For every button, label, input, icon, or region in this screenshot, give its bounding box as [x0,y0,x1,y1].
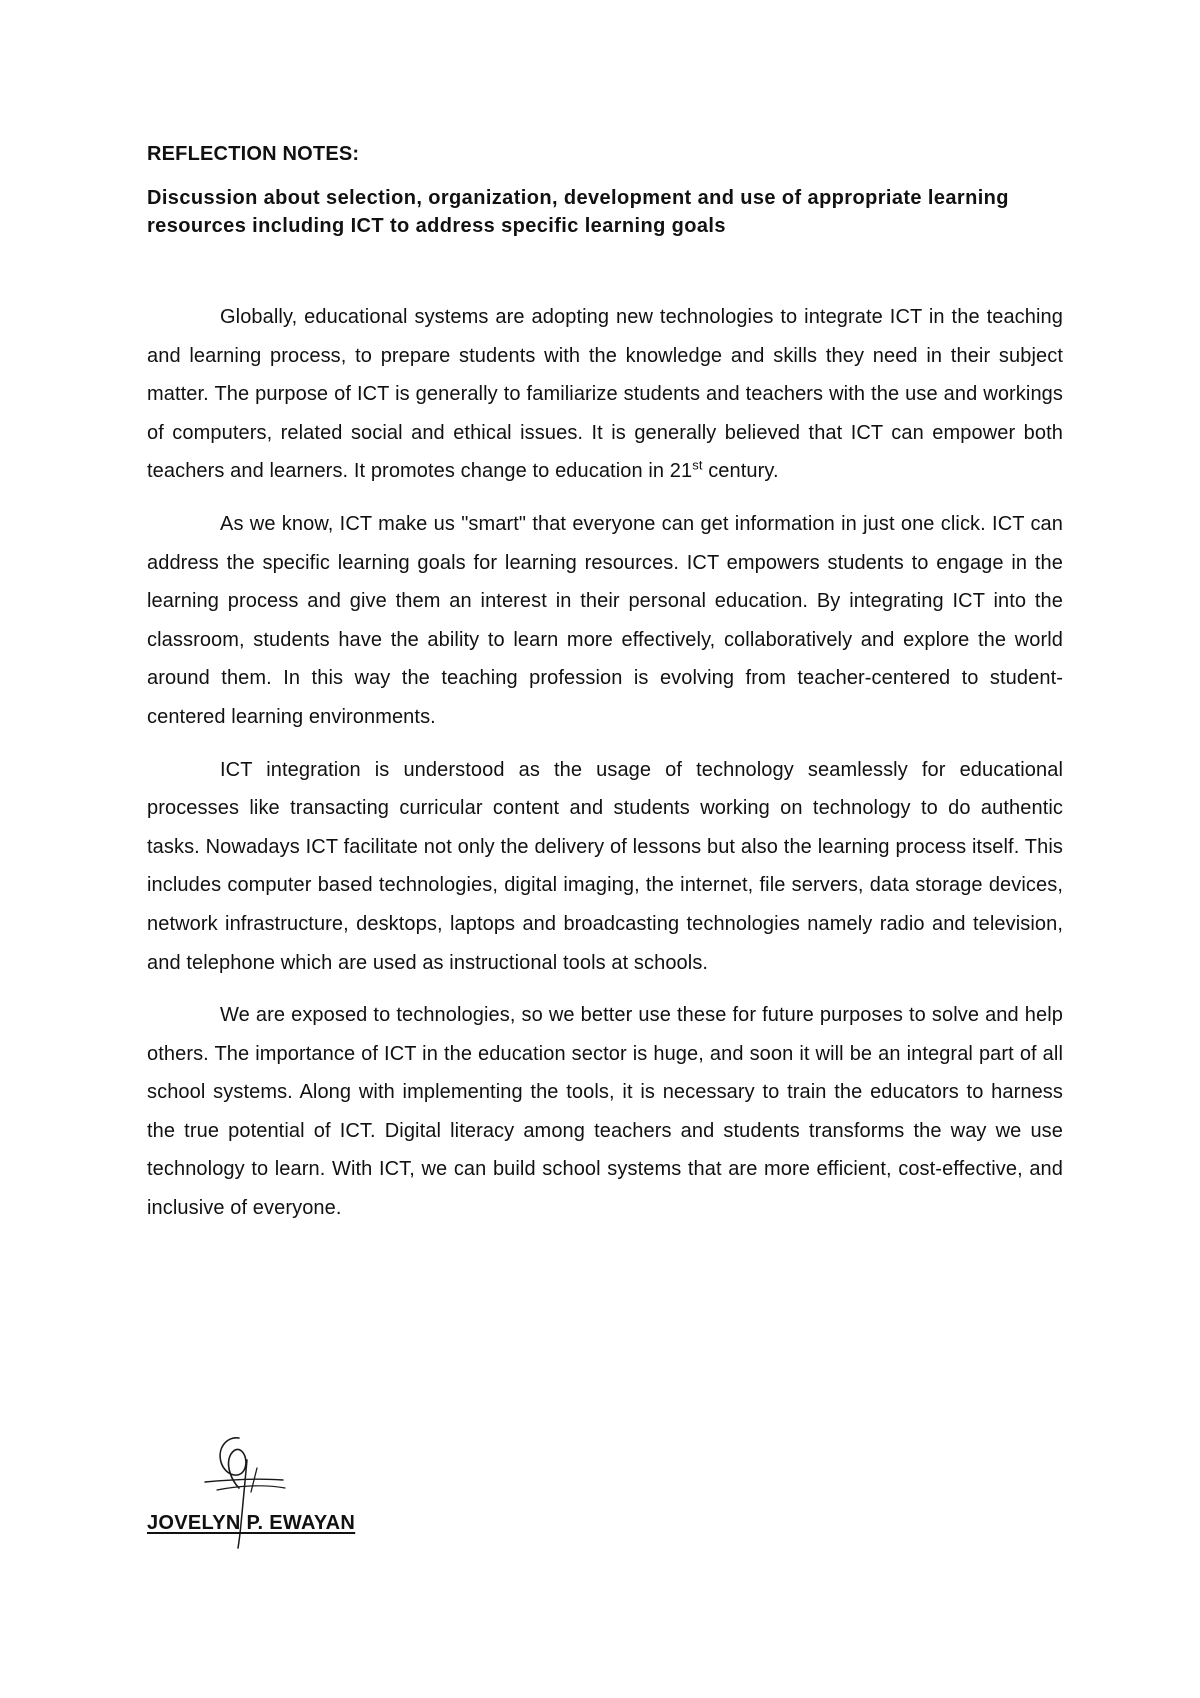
signatory-name: JOVELYN P. EWAYAN [147,1512,356,1534]
paragraph-1-text-end: century. [702,460,779,483]
document-body [147,142,1063,1242]
paragraph-4: We are exposed to technologies, so we better use these for future purposes to solve and help others. The importance of ICT in the education sector is huge, and soon it will be an integral part of all school systems. Along with implementing the tools, it is necessary to train the educators to harness the true potential of ICT. Digital literacy among teachers and students transforms the way we use technology to learn. With ICT, we can build school systems that are more efficient, cost-effective, and inclusive of everyone. [147,1004,1063,1220]
document-heading: REFLECTION NOTES: [147,143,360,165]
paragraph-3: ICT integration is understood as the usage of technology seamlessly for educational processes like transacting curricular content and students working on technology to do authentic tasks. Nowadays ICT facilitate not only the delivery of lessons but also the learning process itself. This includes computer based technologies, digital imaging, the internet, file servers, data storage devices, network infrastructure, desktops, laptops and broadcasting technologies namely radio and television, and telephone which are used as instructional tools at schools. [147,758,1063,974]
paragraph-1 [147,298,1063,491]
paragraph-2: As we know, ICT make us "smart" that everyone can get information in just one click. ICT can address the specific learning goals for learning resources. ICT empowers students to engage in the learning process and give them an interest in their personal education. By integrating ICT into the classroom, students have the ability to learn more effectively, collaboratively and explore the world around them. In this way the teaching profession is evolving from teacher-centered to student-centered learning environments. [147,512,1063,728]
ordinal-suffix: st [692,457,703,473]
document-subheading: Discussion about selection, organization, development and use of appropriate learning resources including ICT to address specific learning goals [147,187,1009,237]
signature-block [147,1430,547,1560]
paragraph-1-text: Globally, educational systems are adopting new technologies to integrate ICT in the teaching and learning process, to prepare students with the knowledge and skills they need in their subject matter. The purpose of ICT is generally to familiarize students and teachers with the use and workings of computers, related social and ethical issues. It is generally believed that ICT can empower both teachers and learners. It promotes change to education in 21 [147,306,1063,483]
